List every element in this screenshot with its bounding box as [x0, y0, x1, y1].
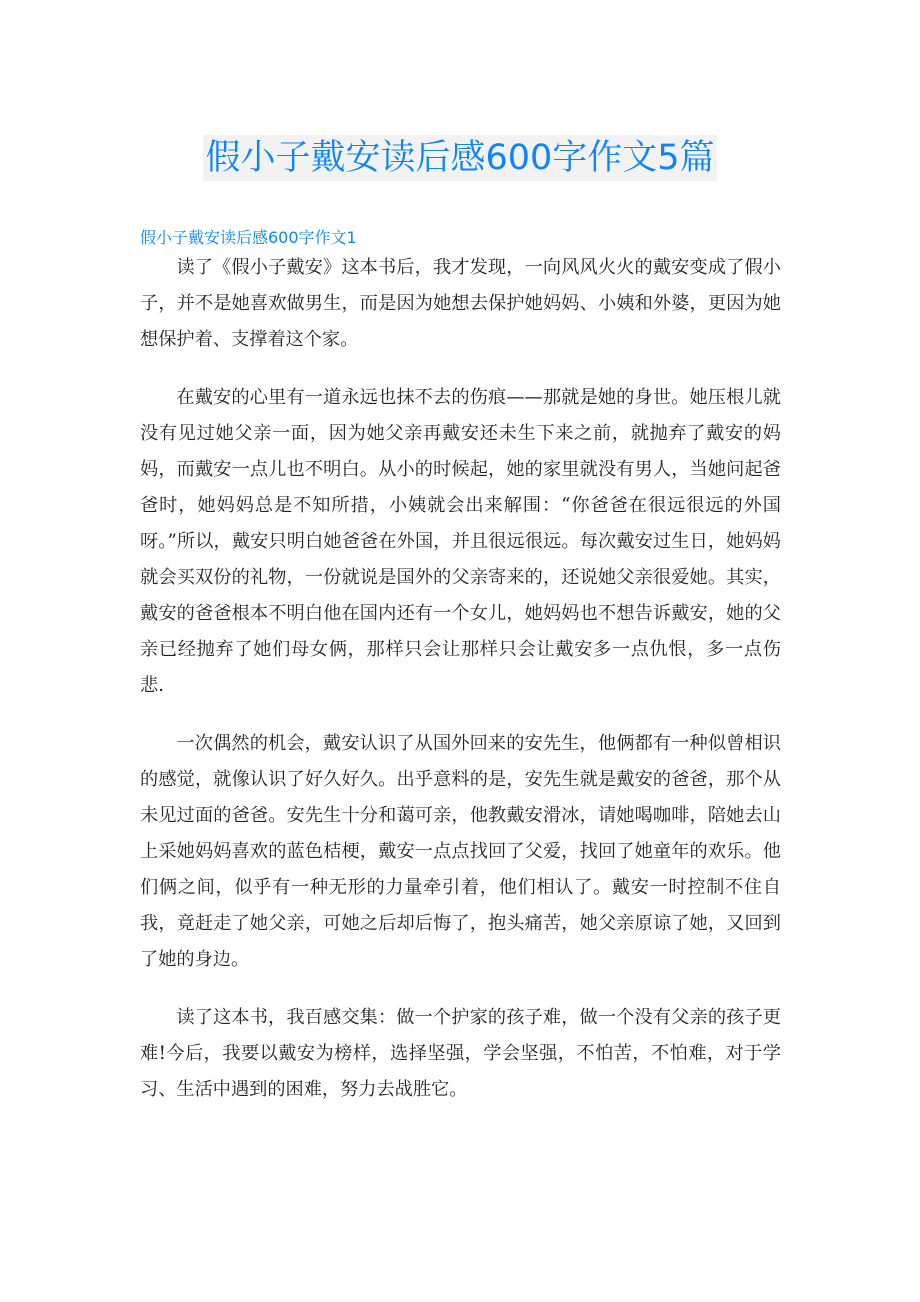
document-body	[140, 250, 781, 1130]
paragraph: 一次偶然的机会，戴安认识了从国外回来的安先生，他俩都有一种似曾相识的感觉，就像认识了好久好久。出乎意料的是，安先生就是戴安的爸爸，那个从未见过面的爸爸。安先生十分和蔼可亲，他教戴安滑冰，请她喝咖啡，陪她去山上采她妈妈喜欢的蓝色桔梗，戴安一点点找回了父爱，找回了她童年的欢乐。他们俩之间，似乎有一种无形的力量牵引着，他们相认了。戴安一时控制不住自我，竟赶走了她父亲，可她之后却后悔了，抱头痛苦，她父亲原谅了她，又回到了她的身边。	[140, 733, 781, 970]
section-heading: 假小子戴安读后感600字作文1	[140, 228, 357, 247]
paragraph: 读了这本书，我百感交集：做一个护家的孩子难，做一个没有父亲的孩子更难!今后，我要以戴安为榜样，选择坚强，学会坚强，不怕苦，不怕难，对于学习、生活中遇到的困难，努力去战胜它。	[140, 1007, 781, 1100]
paragraph: 读了《假小子戴安》这本书后，我才发现，一向风风火火的戴安变成了假小子，并不是她喜欢做男生，而是因为她想去保护她妈妈、小姨和外婆，更因为她想保护着、支撑着这个家。	[140, 257, 781, 350]
title-container	[0, 135, 920, 181]
document-title: 假小子戴安读后感600字作文5篇	[203, 135, 716, 181]
paragraph: 在戴安的心里有一道永远也抹不去的伤痕——那就是她的身世。她压根儿就没有见过她父亲一面，因为她父亲再戴安还未生下来之前，就抛弃了戴安的妈妈，而戴安一点儿也不明白。从小的时候起，她的家里就没有男人，当她问起爸爸时，她妈妈总是不知所措，小姨就会出来解围：“你爸爸在很远很远的外国呀。”所以，戴安只明白她爸爸在外国，并且很远很远。每次戴安过生日，她妈妈就会买双份的礼物，一份就说是国外的父亲寄来的，还说她父亲很爱她。其实，戴安的爸爸根本不明白他在国内还有一个女儿，她妈妈也不想告诉戴安，她的父亲已经抛弃了她们母女俩，那样只会让那样只会让戴安多一点仇恨，多一点伤悲.	[140, 387, 781, 696]
